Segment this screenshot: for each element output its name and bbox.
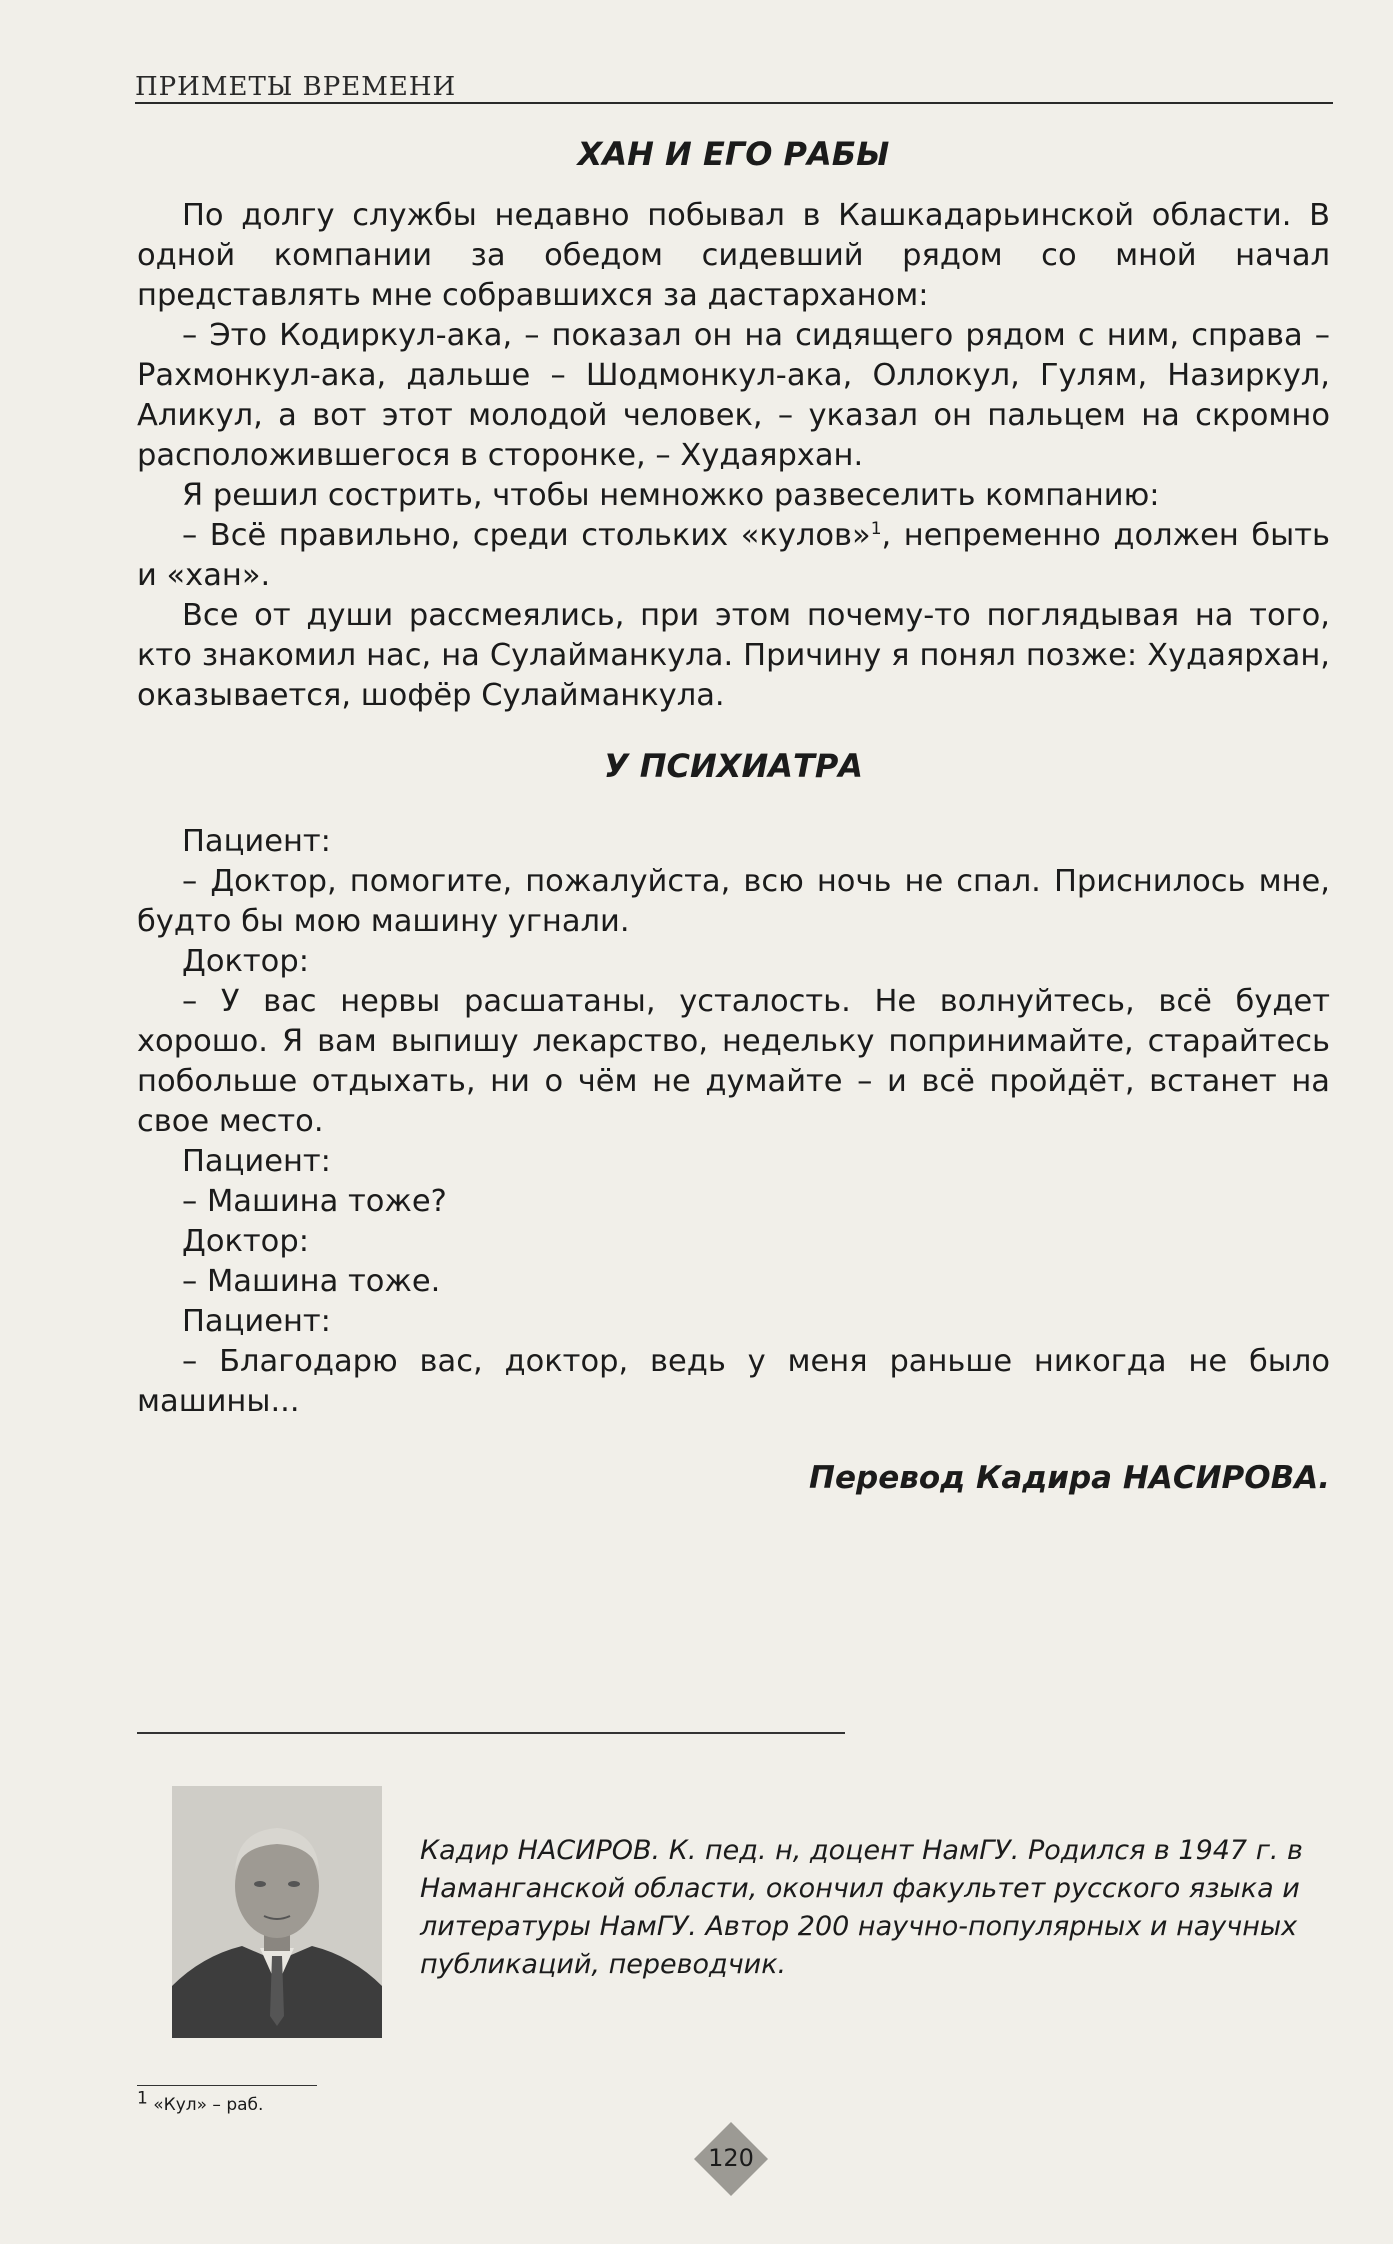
paragraph: Все от души рассмеялись, при этом почему-то поглядывая на того, кто знакомил нас, на Сулайманкула. Причину я понял позже: Худаярхан, оказывается, шофёр Сулайманкула. — [137, 598, 1330, 713]
section-title-psychiatrist: У ПСИХИАТРА — [603, 747, 864, 785]
footnote-rule — [137, 2085, 317, 2086]
author-portrait-image — [172, 1786, 382, 2038]
translator-credit: Перевод Кадира НАСИРОВА. — [809, 1460, 1330, 1496]
paragraph-text: , непременно должен быть и «хан». — [137, 518, 1330, 593]
dialogue-line: – У вас нервы расшатаны, усталость. Не волнуйтесь, всё будет хорошо. Я вам выпишу лекарство, недельку попринимайте, старайтесь побольше отдыхать, ни о чём не думайте – и всё пройдёт, встанет на свое место. — [137, 984, 1330, 1139]
footnote-mark: 1 — [870, 518, 882, 539]
paragraph: По долгу службы недавно побывал в Кашкадарьинской области. В одной компании за обедом сидевший рядом со мной начал представлять мне собравшихся за дастарханом: — [137, 198, 1330, 313]
paragraph: – Это Кодиркул-ака, – показал он на сидящего рядом с ним, справа – Рахмонкул-ака, дальше – Шодмонкул-ака, Оллокул, Гулям, Назиркул, Аликул, а вот этот молодой человек, – указал он пальцем на скромно расположившегося в сторонке, – Худаярхан. — [137, 318, 1330, 473]
paragraph-text: – Всё правильно, среди стольких «кулов» — [182, 518, 871, 553]
article-body — [137, 132, 1330, 1498]
running-header: ПРИМЕТЫ ВРЕМЕНИ — [135, 72, 457, 102]
paragraph-with-footnote — [137, 516, 1330, 596]
footnote-text: «Кул» – раб. — [147, 2095, 264, 2115]
footnote — [137, 2088, 264, 2116]
bio-separator — [137, 1732, 845, 1734]
dialogue-line: – Доктор, помогите, пожалуйста, всю ночь не спал. Приснилось мне, будто бы мою машину угнали. — [137, 864, 1330, 939]
dialogue-speaker: Пациент: — [182, 1304, 331, 1339]
paragraph: Я решил сострить, чтобы немножко развеселить компанию: — [182, 478, 1160, 513]
page-number: 120 — [708, 2144, 754, 2172]
dialogue-speaker: Пациент: — [182, 1144, 331, 1179]
dialogue-speaker: Доктор: — [182, 944, 309, 979]
dialogue-line: – Машина тоже. — [182, 1264, 441, 1299]
dialogue-speaker: Пациент: — [182, 824, 331, 859]
dialogue-speaker: Доктор: — [182, 1224, 309, 1259]
author-bio: Кадир НАСИРОВ. К. пед. н, доцент НамГУ. Родился в 1947 г. в Наманганской области, окончил факультет русского языка и литературы НамГУ. Автор 200 научно-популярных и научных публикаций, переводчик. — [420, 1835, 1303, 1980]
dialogue-line: – Машина тоже? — [182, 1184, 447, 1219]
header-rule — [135, 102, 1333, 104]
dialogue-line: – Благодарю вас, доктор, ведь у меня раньше никогда не было машины... — [137, 1344, 1330, 1419]
section-title-khan: ХАН И ЕГО РАБЫ — [577, 135, 890, 173]
footnote-number: 1 — [137, 2088, 148, 2109]
author-photo — [172, 1786, 382, 2038]
